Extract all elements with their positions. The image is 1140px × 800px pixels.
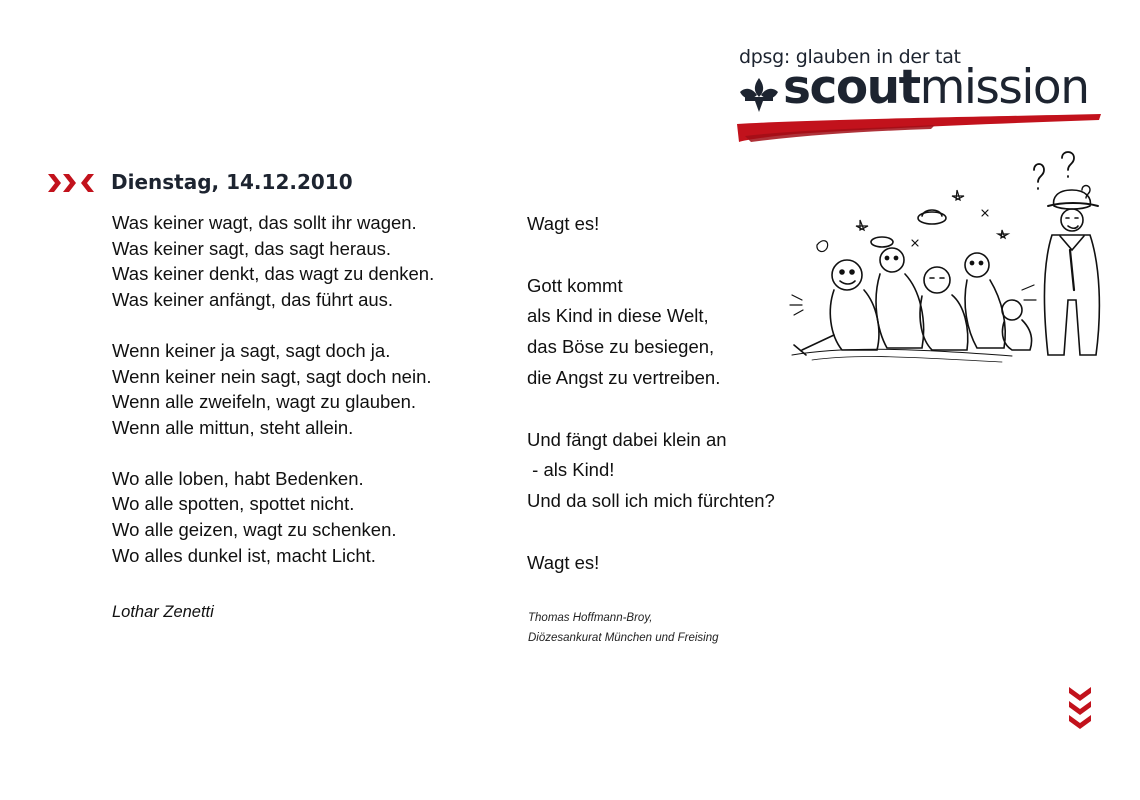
poem (112, 210, 434, 593)
scout-cartoon-illustration (772, 150, 1112, 375)
chevron-down-icon[interactable] (1066, 685, 1094, 733)
reflection-line: Und da soll ich mich fürchten? (527, 490, 775, 512)
logo-brand-bold: scout (783, 60, 920, 115)
poem-line: Wo alle loben, habt Bedenken. (112, 467, 364, 489)
reflection-line: Und fängt dabei klein an (527, 428, 727, 450)
reflection-line: Wagt es! (527, 213, 600, 234)
poem-line: Wo alle geizen, wagt zu schenken. (112, 519, 397, 541)
reflection-line: - als Kind! (527, 459, 615, 481)
poem-line: Was keiner anfängt, das führt aus. (112, 289, 394, 311)
poem-line: Was keiner denkt, das wagt zu denken. (112, 263, 435, 285)
reflection-line: die Angst zu vertreiben. (527, 366, 721, 388)
poem-stanza (112, 338, 434, 441)
poem-stanza (112, 210, 434, 313)
poem-line: Wenn keiner ja sagt, sagt doch ja. (112, 339, 391, 361)
reflection-line: Gott kommt (527, 274, 623, 296)
poem-line: Was keiner wagt, das sollt ihr wagen. (112, 212, 417, 233)
credit-name: Thomas Hoffmann-Broy, (528, 612, 653, 624)
red-brush-swoosh (735, 112, 1103, 146)
poem-line: Wo alle spotten, spottet nicht. (112, 493, 355, 515)
poem-stanza (112, 466, 434, 569)
poem-line: Wenn alle mittun, steht allein. (112, 416, 354, 438)
scoutmission-logo (735, 42, 1105, 152)
poem-line: Wo alles dunkel ist, macht Licht. (112, 544, 376, 566)
logo-wordmark (783, 60, 1089, 115)
poem-author: Lothar Zenetti (112, 603, 214, 621)
reflection-text (527, 209, 775, 579)
logo-tagline: dpsg: glauben in der tat (739, 46, 961, 68)
reflection-line (527, 394, 775, 425)
poem-line: Wenn alle zweifeln, wagt zu glauben. (112, 391, 417, 413)
reflection-line (527, 240, 775, 271)
credit-role: Diözesankurat München und Freising (528, 632, 719, 644)
reflection-line (527, 517, 775, 548)
lily-cross-icon (738, 76, 780, 114)
logo-brand-light: mission (919, 60, 1089, 115)
chevron-arrows-icon (48, 172, 98, 194)
reflection-credit (528, 608, 719, 648)
poem-line: Was keiner sagt, das sagt heraus. (112, 237, 392, 259)
reflection-line: das Böse zu besiegen, (527, 336, 715, 358)
reflection-line: als Kind in diese Welt, (527, 305, 709, 327)
poem-line: Wenn keiner nein sagt, sagt doch nein. (112, 365, 432, 387)
reflection-line: Wagt es! (527, 551, 600, 573)
date-text: Dienstag, 14.12.2010 (111, 170, 353, 194)
